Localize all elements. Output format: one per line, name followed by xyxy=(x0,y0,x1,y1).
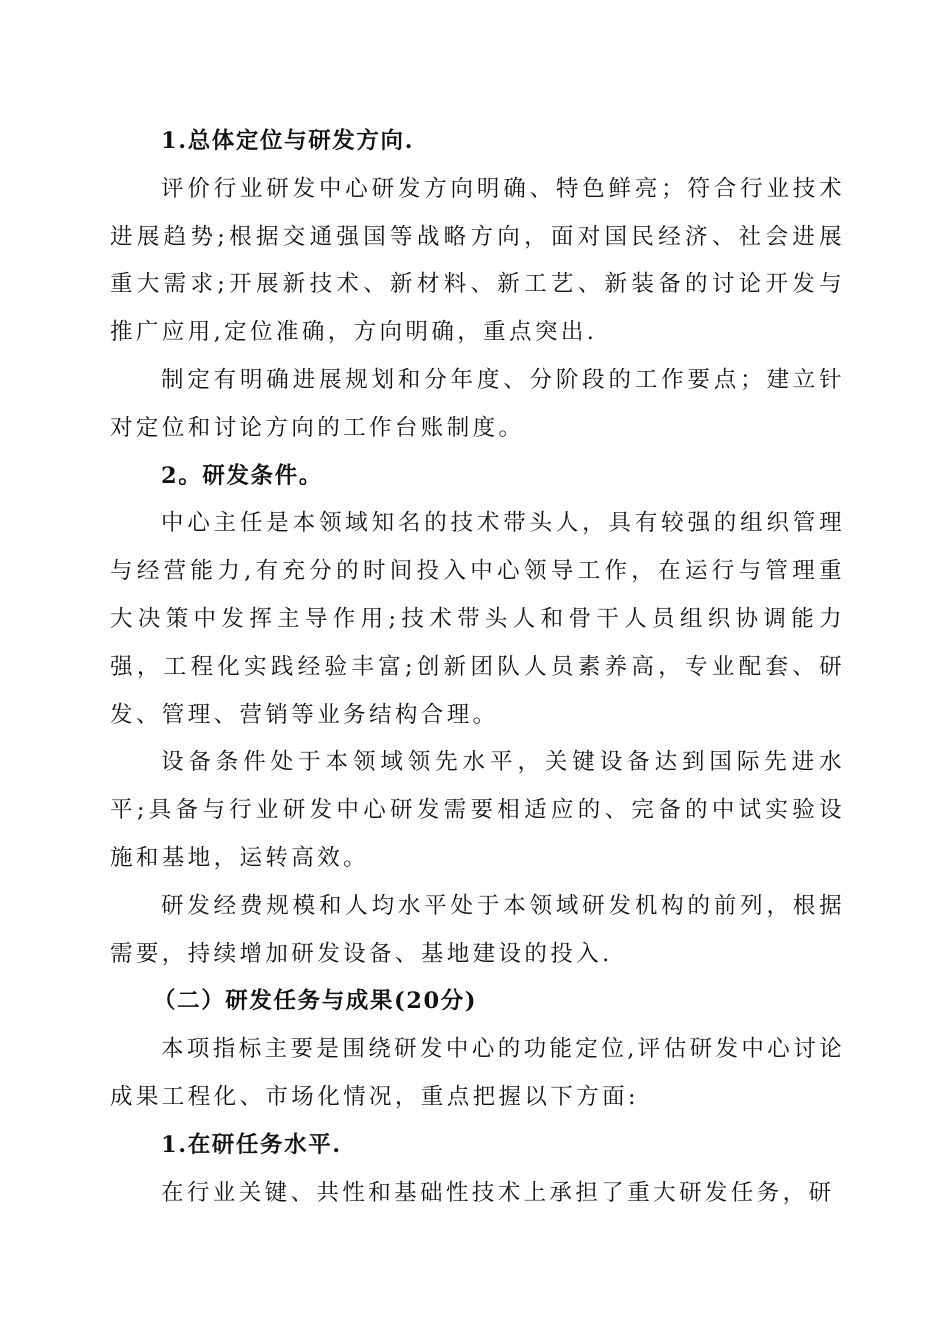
paragraph-equipment: 设备条件处于本领域领先水平，关键设备达到国际先进水平;具备与行业研发中心研发需要相适应的、完备的中试实验设施和基地，运转高效。 xyxy=(110,749,845,871)
heading-positioning-direction: 1.总体定位与研发方向. xyxy=(161,128,415,154)
paragraph-center-director: 中心主任是本领域知名的技术带头人，具有较强的组织管理与经营能力,有充分的时间投入中心领导工作，在运行与管理重大决策中发挥主导作用;技术带头人和骨干人员组织协调能力强，工程化实践经验丰富;创新团队人员素养高，专业配套、研发、管理、营销等业务结构合理。 xyxy=(110,510,845,728)
section-heading-tasks-results: （二）研发任务与成果(20分) xyxy=(153,988,478,1015)
paragraph-evaluation-direction: 评价行业研发中心研发方向明确、特色鲜亮；符合行业技术进展趋势;根据交通强国等战略方向，面对国民经济、社会进展重大需求;开展新技术、新材料、新工艺、新装备的讨论开发与推广应用,定位准确，方向明确，重点突出. xyxy=(110,175,845,346)
document-body xyxy=(110,118,845,1217)
paragraph-key-tasks: 在行业关键、共性和基础性技术上承担了重大研发任务，研 xyxy=(161,1179,835,1206)
paragraph-planning: 制定有明确进展规划和分年度、分阶段的工作要点；建立针对定位和讨论方向的工作台账制度。 xyxy=(110,366,845,441)
paragraph-indicator-intro: 本项指标主要是围绕研发中心的功能定位,评估研发中心讨论成果工程化、市场化情况，重点把握以下方面: xyxy=(110,1036,845,1110)
paragraph-funding: 研发经费规模和人均水平处于本领域研发机构的前列，根据需要，持续增加研发设备、基地建设的投入. xyxy=(110,892,845,967)
heading-rd-conditions: 2。研发条件。 xyxy=(161,462,323,489)
heading-task-level: 1.在研任务水平. xyxy=(161,1131,342,1158)
